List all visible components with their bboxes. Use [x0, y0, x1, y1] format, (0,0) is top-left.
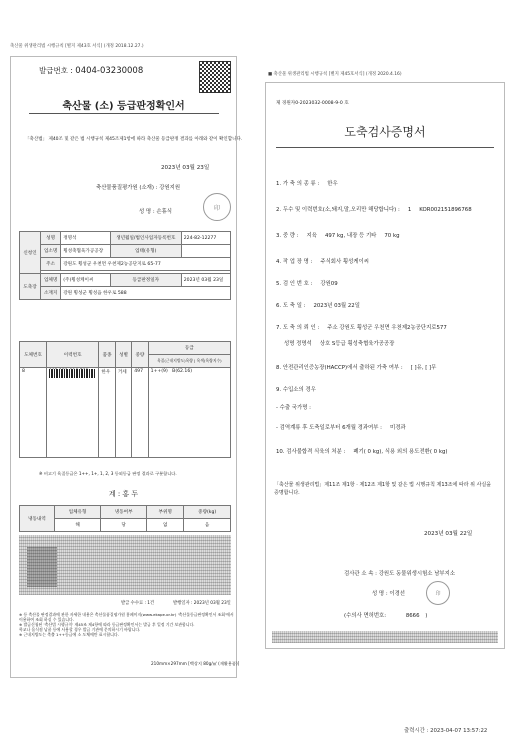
inspection-field-4 [276, 259, 369, 266]
field-label: 3. 중 량 : [276, 233, 299, 239]
issue-number-label: 발급번호 : [39, 66, 73, 75]
field-label: - 수출 국가명 : [276, 405, 311, 411]
inspection-field-2 [276, 207, 472, 214]
field-label: 4. 작 업 장 명 : [276, 259, 313, 265]
field-extra: 497 kg, 내장 등 기타 [324, 233, 377, 239]
field-value: 주소 강원도 횡성군 우천면 우천제2농공단지로577 [327, 325, 447, 331]
applicant-name: 정명석 [61, 232, 111, 245]
inspection-field-3 [276, 233, 400, 240]
field-value: 주식회사 횡성케이씨 [320, 259, 369, 265]
inspector-row: 성 명 : 손휴식 [139, 209, 173, 215]
inspection-field-1 [276, 181, 338, 188]
slaughterhouse-location: 강원 횡성군 횡성읍 한우로 588 [61, 287, 231, 300]
grade-note: ※ 비고기 육질등급은 1++, 1+, 1, 2, 3 등외등급 판정 결과로 구분합니다. [39, 471, 177, 476]
frozen-table: 냉동내역 업체유형 냉동여부 부위명 중량(kg) 해 당 없 음 [19, 505, 231, 532]
hologram-icon [27, 547, 57, 587]
left-regulation-note: 축산물 위생관리법 시행규칙 [별지 제43호 서식] (개정 2018.12.27.) [10, 44, 144, 49]
inspector-office: 검사관 소 속 : 강원도 동물위생시험소 남부지소 [344, 571, 456, 577]
field-label: 5. 검 인 번 호 : [276, 281, 313, 287]
inspection-field-13 [276, 449, 447, 456]
inspection-field-10 [276, 387, 316, 394]
issue-number: 0404-03230008 [75, 66, 144, 76]
inspection-field-9 [276, 365, 436, 372]
sex: 거세 [115, 368, 131, 458]
right-inspector-name: 이경선 [389, 591, 406, 597]
applicant-address: 강원도 횡성군 우천면 우천제2농공단지로 65-77 [61, 258, 231, 271]
field-value: 2023년 03월 22일 [313, 303, 360, 309]
intro-text: 「축산법」 제40조 및 같은 법 시행규칙 제45조제1항에 따라 축산물 등급판정 결과를 아래와 같이 확인합니다. [25, 137, 243, 142]
inspector-seal-icon: 印 [426, 581, 450, 605]
field-value: 미경과 [390, 425, 406, 431]
field-label: 8. 안전관리인증농장(HACCP)에서 출하된 가축 여부 : [276, 365, 403, 371]
applicant-reg: 224-82-12277 [181, 232, 230, 245]
weight: 497 [132, 368, 148, 458]
field-value: [ ]유, [ ]무 [410, 365, 437, 371]
applicant-biz: 횡성축협육가공공장 [61, 245, 111, 258]
slaughterhouse-name: (주)횡성케이씨 [61, 274, 111, 287]
field-label: 1. 가 축 의 종 류 : [276, 181, 320, 187]
qr-code-icon [199, 61, 231, 93]
field-value: 지육 [306, 233, 317, 239]
field-value: 폐기( 0 kg), 식용 외의 용도전환( 0 kg) [353, 449, 448, 455]
field-extra: 상호 S등급 횡성축협육가공공장 [319, 341, 395, 347]
inspection-field-8 [276, 341, 394, 348]
left-title: 축산물 (소) 등급판정확인서 [62, 101, 185, 112]
inspection-field-7 [276, 325, 447, 332]
grade: 1++(9) [150, 369, 168, 374]
grading-table: 도체번호 이력번호 품종 성별 중량 등급 육질(근내지방도)육량 | 육색(육량지수) 8 한우 거세 497 1++(9) B(62.16) [19, 341, 231, 458]
field-extra2: 70 kg [384, 233, 400, 239]
field-value: 한우 [327, 181, 338, 187]
grading-certificate [10, 56, 243, 678]
right-inspector-row: 성 명 : 이경선 [372, 591, 406, 597]
statement: 「축산물 위생관리법」제11조 제1항 · 제12조 제1항 및 같은 법 시행규칙 제13조에 따라 위 사실을 증명합니다. [274, 482, 492, 496]
grading-date: 2023년 03월 23일 [181, 274, 230, 287]
right-date: 2023년 03월 22일 [424, 531, 473, 537]
issue-number-row [39, 65, 143, 76]
slaughter-inspection-certificate [265, 82, 505, 649]
institute-label: 축산물품질평가원 (소재) : 강원지원 [96, 185, 181, 191]
fee-label: 발급 수수료 : 1건 [121, 601, 155, 606]
inspector-name: 손휴식 [156, 209, 173, 215]
official-seal-icon: 印 [203, 193, 231, 221]
certificate-date: 2023년 03월 23일 [161, 165, 210, 171]
paper-size: 210mm×297mm [백상지 80g/㎡ (재활용품)] [151, 661, 240, 666]
breed: 한우 [99, 368, 115, 458]
field-extra: KOR002151896768 [419, 207, 472, 213]
barcode-icon [49, 369, 95, 378]
applicant-table: 신청인 성명 정명석 생년월일/법인사업자등록번호 224-82-12277 업소명 횡성축협육가공공장 업태(유형) 주소 강원도 횡성군 우천면 우천제2농공단지로 65-77 도축장 업체명 (주)횡성케이씨 등급판정일자 2023년 03월 23일 소재지 강원 횡성군 횡성읍 한우로 588 [19, 231, 231, 300]
inspection-field-5 [276, 281, 338, 288]
field-label: 10. 검사불합격 식육의 처분 : [276, 449, 346, 455]
carcass-number: 8 [20, 368, 47, 458]
field-value: 1 [407, 207, 412, 213]
total-label: 계 : 홍 두 [108, 490, 139, 498]
field-label: - 검역계류 후 도축일로부터 6개월 경과여부 : [276, 425, 382, 431]
license-number: 8666 [405, 613, 420, 619]
footer-notes: ※ 등 축산물 판정결과에 관한 자세한 내용은 축산물품질평가원 홈페이지(www.ekape.or.kr) '축산물등급판정확인서 조회'에서 이용하여 조회 하실 수 있습니다. ※ 발급신청된 '축산법 시행규칙' 제45조 제4항에 따라 등급판정확인서는 발급 후 일정 기간 보관합니다. 학교나 음식점 납품 등에 사용할 경우 발급 기관에 문의하시기 바랍니다. ※ 근내지방도는 축출 1++등급에 소 도체에만 표시합니다. [19, 612, 234, 637]
field-label: 9. 수입소의 경우 [276, 387, 316, 393]
inspection-field-11 [276, 405, 311, 412]
print-time: 출력시간 : 2023-04-07 13:57:22 [404, 728, 488, 734]
field-value: 강원09 [320, 281, 338, 287]
license-row: (수의사 면허번호: 8666 ) [344, 613, 428, 619]
field-label: 6. 도 축 일 : [276, 303, 306, 309]
field-label: 7. 도 축 의 뢰 인 : [276, 325, 320, 331]
inspection-field-6 [276, 303, 360, 310]
field-value: 성명 정명석 [284, 341, 312, 347]
bottom-security-pattern [272, 631, 498, 643]
right-title: 도축검사증명서 [344, 125, 426, 139]
field-label: 2. 두수 및 이력번호(소,돼지,말,오리만 해당합니다) : [276, 207, 400, 213]
cert-number: 제 경원자0-2023032-0008-9-0 호 [276, 101, 349, 106]
inspection-field-12 [276, 425, 406, 432]
issue-date-right: 발행일자 : 2023년 03월 23일 [173, 601, 231, 606]
yield-grade: B(62.16) [172, 369, 193, 374]
right-regulation-note: ■ 축산물 위생관리법 시행규칙 [별지 제45호서식] (개정 2020.4.16) [268, 72, 402, 77]
